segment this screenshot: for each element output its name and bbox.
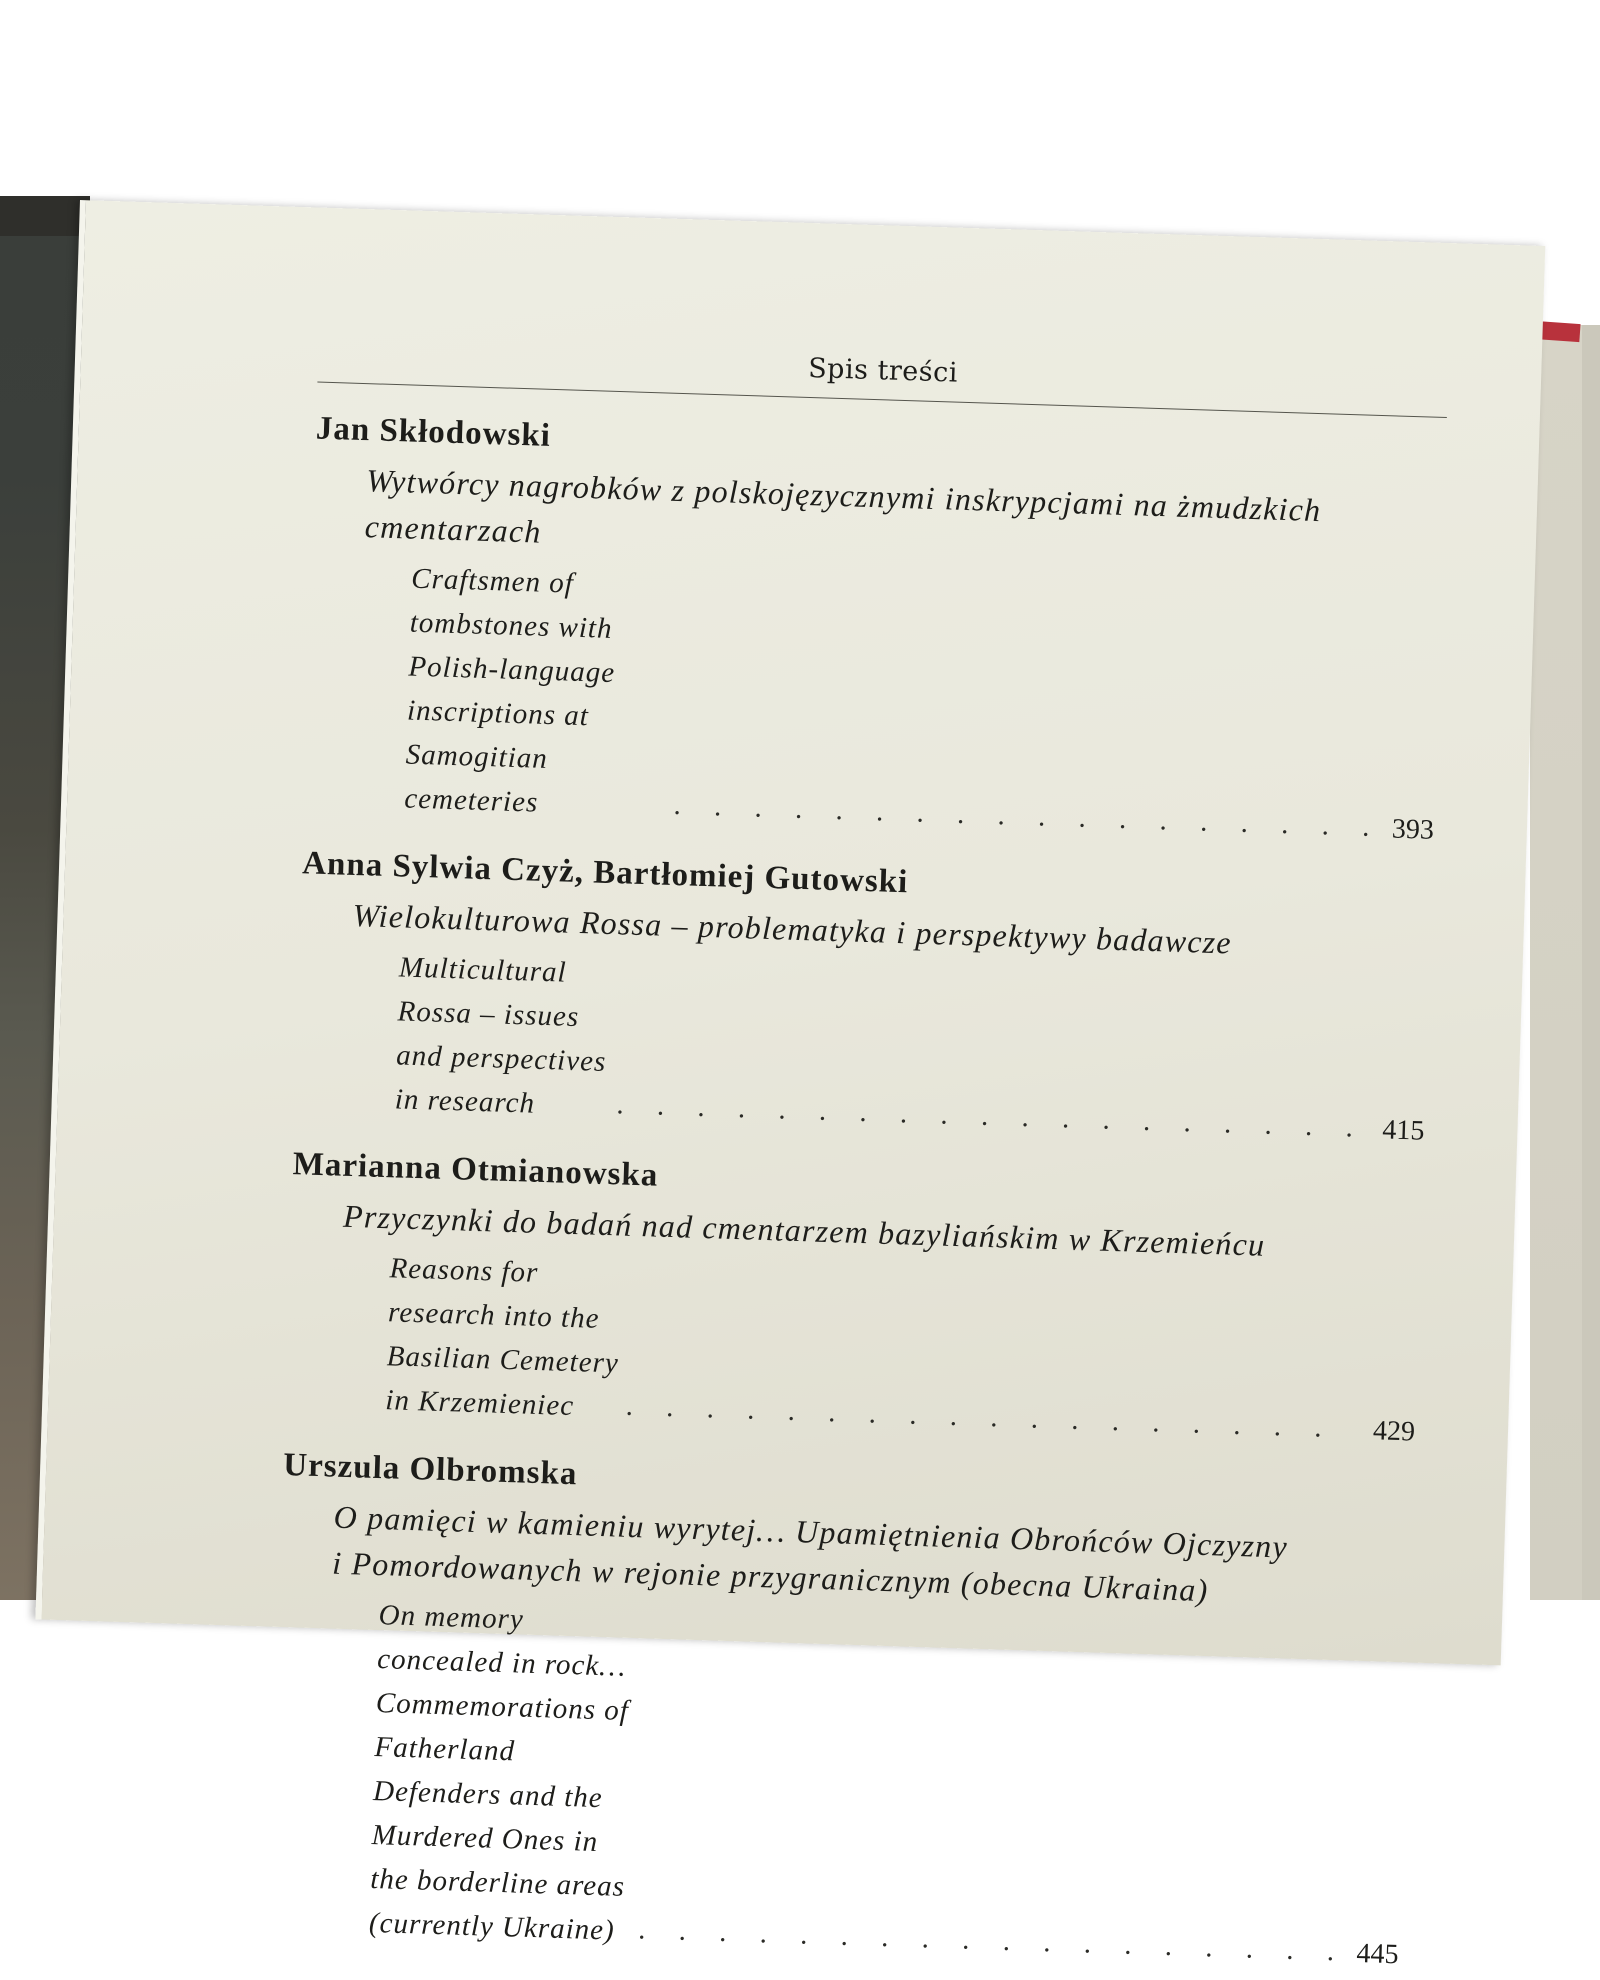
entry-author: Anna Sylwia Czyż, Bartłomiej Gutowski [301,845,909,901]
book-page [35,200,1545,1971]
toc-entry [304,411,1446,853]
book-cover-edge [1582,325,1600,1600]
entry-page-number: 429 [1372,1415,1416,1448]
entry-page-number: 415 [1381,1114,1425,1147]
book-spine-top [0,196,90,236]
entry-title-english: On memory concealed in rock… Commemorations of Fatherland Defenders and the Murdered Ones in the borderline areas (currently Ukraine) [368,1599,630,1947]
entry-page-number: 445 [1356,1937,1400,1971]
dot-leader [615,1090,1365,1152]
dot-leader [637,1915,1339,1975]
entry-title-english: Reasons for research into the Basilian Cemetery in Krzemieniec [384,1252,620,1423]
entry-english-row [368,1593,1409,1977]
entry-title-polish: Przyczynki do badań nad cmentarzem bazyliańskim w Krzemieńcu [342,1197,1266,1263]
entry-author: Jan Skłodowski [315,410,552,454]
entry-title-polish: Wytwórcy nagrobków z polskojęzycznymi inskrypcjami na żmudzkich cmentarzach [364,462,1322,550]
entry-english-row [404,557,1442,853]
page-title: Spis treści [807,352,959,389]
entry-author: Urszula Olbromska [282,1447,578,1493]
entry-title-english: Multicultural Rossa – issues and perspectives in research [394,951,607,1120]
entry-english-row [394,945,1429,1153]
dot-leader [672,791,1374,851]
entry-title-english: Craftsmen of tombstones with Polish-language inscriptions at Samogitian cemeteries [403,562,616,819]
entry-page-number: 393 [1391,813,1435,846]
entry-title-polish: Wielokulturowa Rossa – problematyka i perspektywy badawcze [352,896,1233,961]
entry-author: Marianna Otmianowska [292,1146,659,1194]
entry-title-polish: O pamięci w kamieniu wyrytej… Upamiętnienia Obrońców Ojczyzny i Pomordowanych w rejonie przygranicznym (obecna Ukraina) [331,1498,1289,1609]
toc-entry [268,1447,1413,1977]
toc-entry [285,1146,1423,1454]
entry-english-row [385,1246,1420,1454]
dot-leader [625,1392,1356,1453]
table-of-contents [268,338,1448,1978]
toc-entry [294,845,1432,1153]
running-header [317,338,1448,418]
